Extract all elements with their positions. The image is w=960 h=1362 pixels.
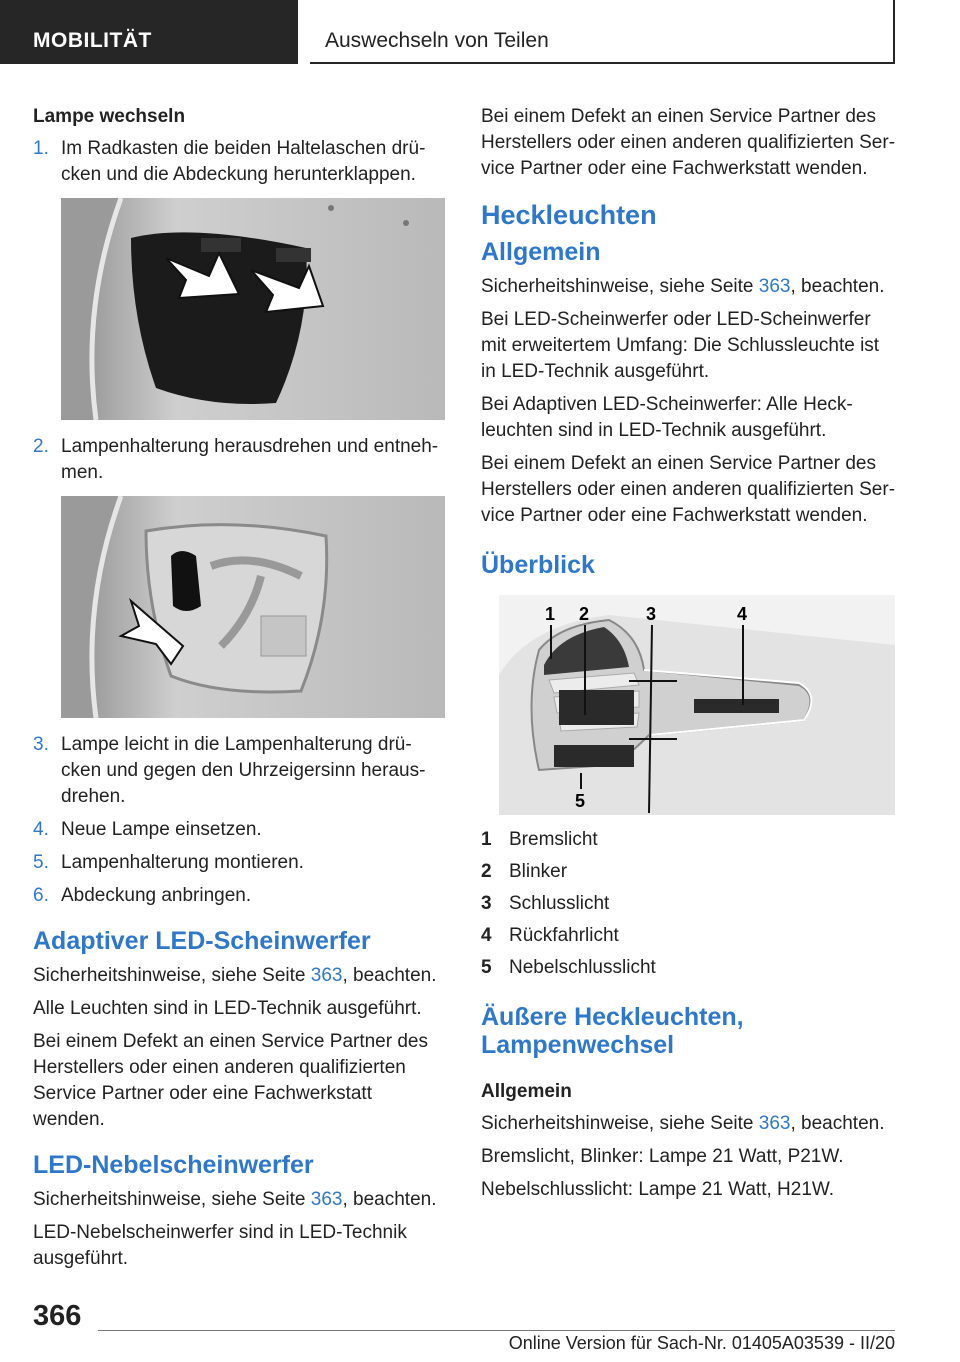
step-number: 4. — [33, 819, 49, 840]
intro-paragraph: Bei einem Defekt an einen Service Partner des Herstellers oder einen anderen qualifizierten Service Partner oder eine Fachwerkstatt wenden. — [481, 106, 896, 179]
step-text: Abdeckung anbringen. — [61, 885, 252, 906]
step-number: 6. — [33, 885, 49, 906]
step-number: 3. — [33, 734, 49, 755]
wheel-arch-cover-figure — [61, 198, 445, 420]
bulb-spec-1: Bremslicht, Blinker: Lampe 21 Watt, P21W. — [481, 1146, 844, 1167]
steps-list-a — [33, 136, 445, 188]
page-number: 366 — [33, 1300, 82, 1332]
step-text: Lampe leicht in die Lampenhalterung drücken und gegen den Uhrzeigersinn herausdrehen. — [61, 734, 426, 807]
callout-2: 2 — [579, 604, 590, 624]
callout-3: 3 — [646, 604, 657, 624]
aeussere-heckleuchten-title: Äußere Heckleuchten, Lampenwechsel — [481, 1003, 744, 1059]
heckleuchten-title: Heckleuchten — [481, 200, 657, 230]
page-link[interactable]: 363 — [758, 1113, 791, 1134]
callout-4: 4 — [737, 604, 748, 624]
overview-legend — [481, 827, 896, 981]
footer-divider — [98, 1330, 895, 1331]
bulb-spec-2: Nebelschlusslicht: Lampe 21 Watt, H21W. — [481, 1179, 835, 1200]
step-text: Neue Lampe einsetzen. — [61, 819, 262, 840]
page-link[interactable]: 363 — [310, 965, 343, 986]
heck-paragraph-3: Bei einem Defekt an einen Service Partner des Herstellers oder einen anderen qualifizierten Service Partner oder eine Fachwerkstatt wenden. — [481, 453, 896, 526]
step-item — [33, 732, 445, 810]
legend-row: 2 Blinker — [481, 861, 568, 882]
step-text: Im Radkasten die beiden Haltelaschen drücken und die Abdeckung herunterklappen. — [61, 138, 426, 185]
header-chapter: Auswechseln von Teilen — [310, 0, 895, 64]
allgemein-title: Allgemein — [481, 238, 601, 266]
nebel-paragraph-1: LED-Nebelscheinwerfer sind in LED-Technik ausgeführt. — [33, 1222, 407, 1269]
callout-1: 1 — [545, 604, 556, 624]
lampe-wechseln-title: Lampe wechseln — [33, 106, 186, 127]
lamp-holder-figure — [61, 496, 445, 718]
legend-row: 5 Nebelschlusslicht — [481, 957, 656, 978]
step-item — [33, 883, 445, 909]
adaptiver-safety-note: Sicherheitshinweise, siehe Seite 363, beachten. — [33, 965, 437, 986]
legend-row: 4 Rückfahrlicht — [481, 925, 619, 946]
step-item — [33, 850, 445, 876]
steps-list-c — [33, 732, 445, 909]
allgemein-2-title: Allgemein — [481, 1081, 572, 1102]
led-nebel-title: LED-Nebelscheinwerfer — [33, 1151, 314, 1179]
heck-paragraph-2: Bei Adaptiven LED-Scheinwerfer: Alle Heckleuchten sind in LED-Technik ausgeführt. — [481, 394, 853, 441]
step-number: 1. — [33, 138, 49, 159]
taillight-overview-figure — [499, 595, 895, 815]
heck-safety-note: Sicherheitshinweise, siehe Seite 363, beachten. — [481, 276, 885, 297]
step-text: Lampenhalterung herausdrehen und entnehmen. — [61, 436, 439, 483]
nebel-safety-note: Sicherheitshinweise, siehe Seite 363, beachten. — [33, 1189, 437, 1210]
page-link[interactable]: 363 — [758, 276, 791, 297]
steps-list-b — [33, 434, 445, 486]
header-section: MOBILITÄT — [0, 0, 298, 64]
page-link[interactable]: 363 — [310, 1189, 343, 1210]
adaptiver-led-title: Adaptiver LED-Scheinwerfer — [33, 927, 371, 955]
step-number: 5. — [33, 852, 49, 873]
step-item — [33, 434, 445, 486]
ueberblick-title: Überblick — [481, 551, 595, 579]
step-text: Lampenhalterung montieren. — [61, 852, 304, 873]
heck-paragraph-1: Bei LED-Scheinwerfer oder LED-Scheinwerfer mit erweitertem Umfang: Die Schlussleuchte ist in LED-Technik ausgeführt. — [481, 309, 880, 382]
callout-5: 5 — [575, 791, 586, 811]
footer-text: Online Version für Sach-Nr. 01405A03539 - II/20 — [508, 1333, 895, 1353]
right-column — [481, 104, 896, 1210]
adaptiver-paragraph-2: Bei einem Defekt an einen Service Partner des Herstellers oder einen anderen qualifizierten Service Partner oder eine Fachwerkstatt wenden. — [33, 1031, 428, 1130]
legend-row: 3 Schlusslicht — [481, 893, 610, 914]
step-item — [33, 136, 445, 188]
aeussere-safety-note: Sicherheitshinweise, siehe Seite 363, beachten. — [481, 1113, 885, 1134]
step-number: 2. — [33, 436, 49, 457]
left-column — [33, 104, 445, 1279]
step-item — [33, 817, 445, 843]
adaptiver-paragraph-1: Alle Leuchten sind in LED-Technik ausgeführt. — [33, 998, 422, 1019]
legend-row: 1 Bremslicht — [481, 829, 598, 850]
